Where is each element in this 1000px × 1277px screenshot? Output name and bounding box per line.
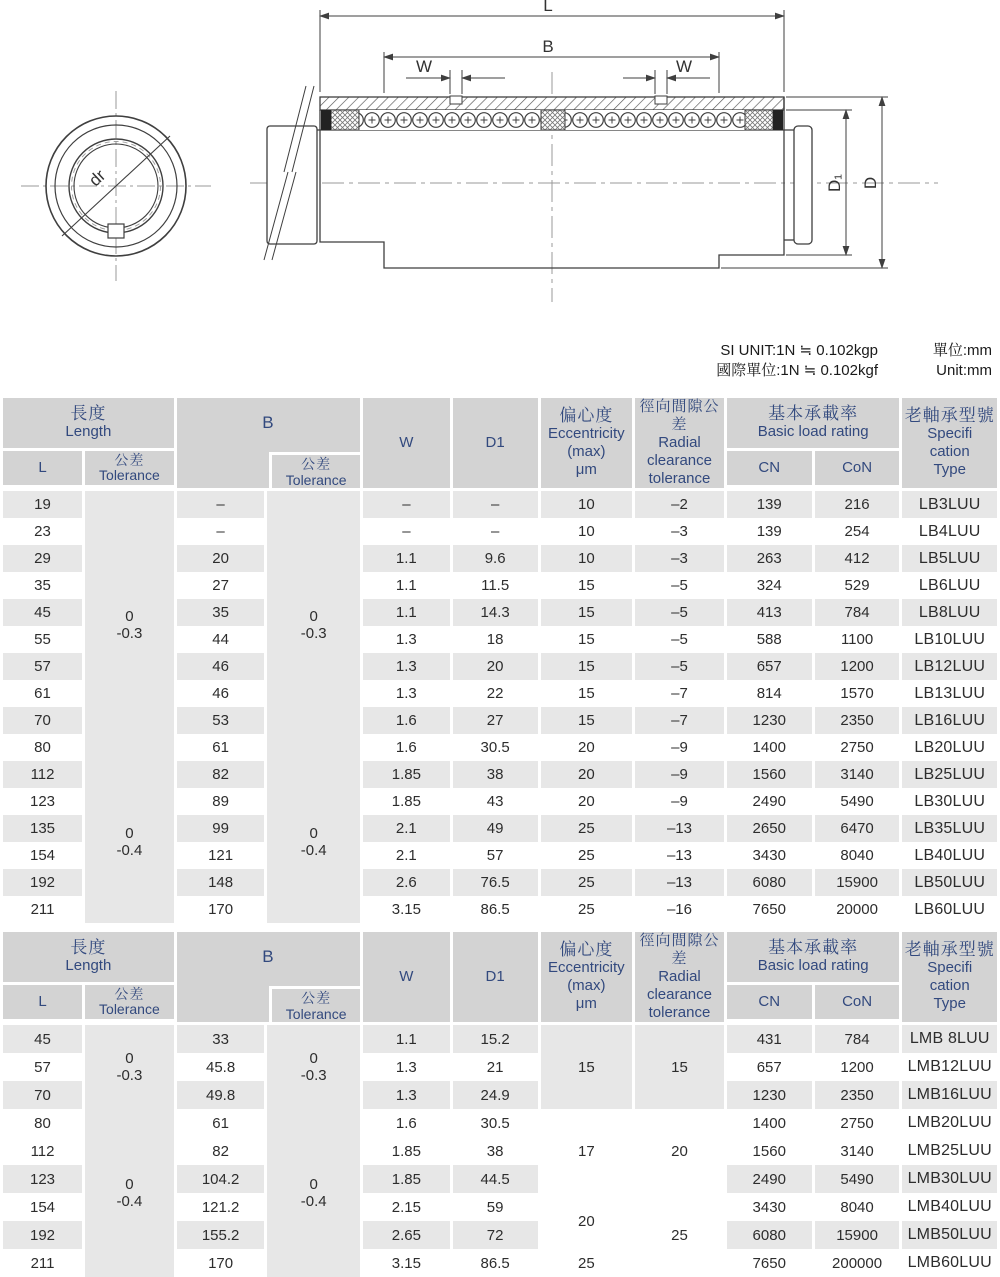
- table-cell: 1.3: [395, 631, 417, 648]
- table-cell: 10: [578, 550, 595, 567]
- table-cell: 784: [844, 604, 870, 621]
- table-cell: 49.8: [205, 1086, 236, 1104]
- col-d1-header: D1: [453, 932, 538, 1025]
- table-cell: 80: [34, 1114, 51, 1132]
- table-cell: 1.3: [395, 1086, 417, 1104]
- table-cell: 70: [34, 712, 51, 729]
- table-cell: 1.3: [395, 658, 417, 675]
- table-cell: 19: [34, 496, 51, 513]
- col-l-tolerance-header: 公差 Tolerance: [85, 451, 174, 491]
- table-cell: 59: [486, 1198, 504, 1216]
- table-cell: 1.6: [395, 712, 417, 729]
- table-cell: 7650: [752, 901, 786, 918]
- table-cell: LB16LUU: [914, 711, 986, 729]
- technical-drawing: [0, 0, 1000, 335]
- table-cell: 2490: [752, 1170, 786, 1188]
- table-cell: –: [490, 523, 500, 540]
- table-cell: 10: [578, 523, 595, 540]
- table-cell: 155.2: [201, 1226, 240, 1244]
- table-cell: –: [216, 523, 225, 540]
- table-cell: 2.6: [395, 874, 417, 891]
- outer-sleeve-section: [320, 97, 784, 110]
- table-cell: 43: [486, 793, 504, 810]
- lb-table-header: [3, 398, 997, 491]
- table-cell: 82: [212, 766, 229, 783]
- col-d1-header: D1: [453, 398, 538, 491]
- table-cell: LMB60LUU: [907, 1254, 992, 1271]
- table-row: [3, 1165, 997, 1193]
- table-cell: 17: [578, 1142, 595, 1160]
- table-cell: 20: [486, 658, 504, 675]
- col-cn-header: CN: [727, 451, 812, 491]
- col-eccentricity-header: 偏心度 Eccentricity (max) μm: [541, 932, 633, 1025]
- table-cell: 2.1: [395, 847, 417, 864]
- table-cell: LB12LUU: [914, 657, 986, 675]
- table-cell: 1200: [840, 658, 874, 675]
- b-label: B: [262, 413, 275, 432]
- col-load-rating-header: 基本承載率 Basic load rating: [727, 932, 900, 985]
- col-load-rating-header: 基本承載率 Basic load rating: [727, 398, 900, 451]
- table-cell: –9: [671, 793, 688, 810]
- table-cell: 121.2: [201, 1198, 240, 1216]
- table-cell: 15: [578, 1058, 595, 1076]
- table-cell: 20: [671, 1142, 688, 1160]
- table-cell: –7: [671, 712, 688, 729]
- table-cell: 123: [30, 1170, 56, 1188]
- table-cell: LB6LUU: [918, 576, 981, 594]
- table-cell: 35: [212, 604, 229, 621]
- col-cn-header: CN: [727, 985, 812, 1025]
- table-cell: 15: [578, 631, 595, 648]
- col-length-header: [3, 398, 174, 451]
- table-cell: LB30LUU: [914, 792, 986, 810]
- table-cell: 0 -0.3: [116, 1050, 143, 1084]
- table-cell: 20: [578, 766, 595, 783]
- table-cell: LMB12LUU: [907, 1058, 992, 1075]
- table-cell: 121: [208, 847, 234, 864]
- table-cell: 2350: [840, 712, 874, 729]
- table-cell: –: [490, 496, 500, 513]
- table-cell: 7650: [752, 1254, 786, 1272]
- table-cell: 25: [578, 1254, 595, 1272]
- dim-label-b: B: [542, 37, 554, 56]
- table-cell: 3140: [840, 1142, 874, 1160]
- table-cell: –: [402, 496, 411, 513]
- col-radial-clearance-header: 徑向間隙公差 Radial clearance tolerance: [635, 932, 724, 1025]
- col-w-header: W: [363, 398, 450, 491]
- table-cell: 2.65: [391, 1226, 421, 1244]
- table-cell: 8040: [840, 1198, 874, 1216]
- col-w-header: W: [363, 932, 450, 1025]
- table-cell: 6080: [752, 1226, 786, 1244]
- table-cell: 529: [844, 577, 870, 594]
- table-cell: 89: [212, 793, 229, 810]
- table-cell: 135: [30, 820, 56, 837]
- table-cell: 2650: [752, 820, 786, 837]
- table-cell: 46: [212, 685, 229, 702]
- table-cell: 6080: [752, 874, 786, 891]
- table-cell: 254: [844, 523, 870, 540]
- dim-label-d: D: [861, 176, 880, 190]
- table-cell: 1.85: [391, 793, 421, 810]
- table-cell: LB5LUU: [918, 549, 981, 567]
- circlip-groove-left: [450, 96, 462, 104]
- table-cell: 431: [756, 1030, 782, 1048]
- table-cell: 192: [30, 1226, 56, 1244]
- lmb-table-body: [3, 1025, 997, 1277]
- table-cell: 15: [578, 577, 595, 594]
- table-cell: 211: [30, 1254, 55, 1272]
- table-cell: 45: [34, 604, 51, 621]
- lmb-table: [0, 932, 1000, 1277]
- table-cell: 0 -0.4: [116, 825, 143, 859]
- lmb-table-header: [3, 932, 997, 1025]
- table-cell: 1230: [752, 1086, 786, 1104]
- table-cell: 80: [34, 739, 51, 756]
- table-cell: 70: [34, 1086, 51, 1104]
- table-cell: 45.8: [205, 1058, 236, 1076]
- dim-label-w-left: W: [415, 57, 433, 76]
- table-cell: 1570: [840, 685, 874, 702]
- front-view-drawing: [21, 91, 211, 281]
- circlip-groove-right: [655, 96, 667, 104]
- table-cell: LB4LUU: [918, 522, 981, 540]
- length-label-en: Length: [65, 423, 112, 441]
- table-cell: 61: [212, 1114, 229, 1132]
- table-cell: –9: [671, 739, 688, 756]
- table-cell: 657: [756, 1058, 782, 1076]
- col-l-header: L: [3, 985, 82, 1025]
- table-cell: 27: [486, 712, 504, 729]
- col-con-header: CoN: [815, 451, 900, 491]
- table-cell: 20: [212, 550, 229, 567]
- table-cell: 18: [486, 631, 504, 648]
- table-cell: 57: [34, 658, 51, 675]
- table-cell: –13: [666, 820, 692, 837]
- table-cell: 1.1: [395, 577, 417, 594]
- table-cell: 44.5: [480, 1170, 510, 1188]
- table-cell: 30.5: [480, 739, 510, 756]
- table-cell: –3: [671, 550, 688, 567]
- table-cell: 53: [212, 712, 229, 729]
- col-type-header: 老軸承型號 Specifi cation Type: [902, 398, 997, 491]
- table-cell: 3140: [840, 766, 874, 783]
- table-cell: LMB40LUU: [907, 1198, 992, 1215]
- table-cell: 15: [578, 604, 595, 621]
- table-cell: –3: [671, 523, 688, 540]
- table-cell: –2: [671, 496, 688, 513]
- table-cell: 413: [756, 604, 782, 621]
- seal-right: [773, 110, 783, 130]
- table-cell: 0 -0.3: [116, 608, 143, 642]
- col-l-header: L: [3, 451, 82, 491]
- table-cell: –: [402, 523, 411, 540]
- unit-note-line2: [716, 361, 992, 381]
- table-cell: 0 -0.4: [300, 825, 327, 859]
- table-cell: LB10LUU: [914, 630, 986, 648]
- table-cell: 10: [578, 496, 595, 513]
- table-cell: –9: [671, 766, 688, 783]
- table-cell: 9.6: [484, 550, 506, 567]
- table-cell: 148: [208, 874, 234, 891]
- lb-table-body: [3, 491, 997, 923]
- table-cell: 139: [756, 496, 782, 513]
- table-cell: 200000: [832, 1254, 883, 1272]
- table-cell: 38: [486, 766, 504, 783]
- table-cell: 57: [486, 847, 504, 864]
- table-cell: 20000: [836, 901, 878, 918]
- table-cell: LB50LUU: [914, 873, 986, 891]
- table-cell: LB8LUU: [918, 603, 981, 621]
- shaft-right-end: [794, 126, 812, 244]
- table-cell: –7: [671, 685, 688, 702]
- retainer-right: [745, 110, 773, 130]
- table-cell: 154: [30, 847, 56, 864]
- table-cell: 0 -0.4: [300, 1176, 327, 1210]
- table-cell: –5: [671, 631, 688, 648]
- table-cell: 25: [578, 901, 595, 918]
- seal-groove-notch: [108, 224, 124, 238]
- table-cell: 1.85: [391, 1170, 421, 1188]
- table-cell: 55: [34, 631, 51, 648]
- table-cell: 112: [30, 766, 55, 783]
- table-cell: LMB 8LUU: [909, 1030, 990, 1047]
- table-cell: 263: [756, 550, 782, 567]
- table-cell: 8040: [840, 847, 874, 864]
- col-radial-clearance-header: 徑向間隙公差 Radial clearance tolerance: [635, 398, 724, 491]
- table-cell: 2750: [840, 1114, 874, 1132]
- dim-label-l: L: [543, 0, 553, 15]
- retainer-middle: [541, 110, 565, 130]
- table-cell: 76.5: [480, 874, 510, 891]
- seal-left: [321, 110, 331, 130]
- table-cell: LB35LUU: [914, 819, 986, 837]
- lb-table: [0, 398, 1000, 923]
- table-cell: LMB20LUU: [907, 1114, 992, 1131]
- intl-unit-mm: Unit:mm: [936, 362, 992, 379]
- table-cell: 99: [212, 820, 229, 837]
- table-row: [3, 491, 997, 518]
- col-con-header: CoN: [815, 985, 900, 1025]
- col-type-header: 老軸承型號 Specifi cation Type: [902, 932, 997, 1025]
- table-cell: 1.85: [391, 1142, 421, 1160]
- intl-unit-label: 國際單位:1N ≒ 0.102kgf: [716, 362, 878, 379]
- table-cell: 15900: [836, 1226, 878, 1244]
- table-cell: 784: [844, 1030, 870, 1048]
- table-cell: –13: [666, 847, 692, 864]
- table-cell: 15: [578, 685, 595, 702]
- length-label-cn: 長度: [70, 404, 107, 424]
- table-cell: 15: [671, 1058, 688, 1076]
- table-cell: 46: [212, 658, 229, 675]
- unit-note-line1: [716, 341, 992, 361]
- b-tolerance-subheader: 公差 Tolerance: [269, 986, 360, 1022]
- table-cell: 3430: [752, 847, 786, 864]
- table-cell: 3430: [752, 1198, 786, 1216]
- table-cell: 123: [30, 793, 56, 810]
- table-cell: 61: [34, 685, 51, 702]
- table-cell: 3.15: [391, 1254, 421, 1272]
- table-cell: 15: [578, 658, 595, 675]
- table-row: [3, 1025, 997, 1053]
- table-cell: 25: [578, 847, 595, 864]
- table-cell: 1.3: [395, 1058, 417, 1076]
- table-cell: LB3LUU: [918, 495, 981, 513]
- table-cell: 6470: [840, 820, 874, 837]
- table-cell: LMB25LUU: [907, 1142, 992, 1159]
- table-cell: LMB16LUU: [907, 1086, 992, 1103]
- table-cell: 1.1: [395, 550, 417, 567]
- table-cell: 1400: [752, 739, 786, 756]
- table-cell: 22: [486, 685, 504, 702]
- table-cell: 57: [34, 1058, 51, 1076]
- table-cell: 139: [756, 523, 782, 540]
- table-cell: 192: [30, 874, 56, 891]
- table-cell: 112: [30, 1142, 55, 1160]
- table-cell: 814: [756, 685, 782, 702]
- table-cell: 20: [578, 739, 595, 756]
- dim-label-d1: D₁: [825, 173, 844, 193]
- table-cell: 15900: [836, 874, 878, 891]
- table-cell: 2490: [752, 793, 786, 810]
- table-cell: 11.5: [481, 577, 510, 594]
- table-cell: 588: [756, 631, 782, 648]
- col-l-tolerance-header: 公差 Tolerance: [85, 985, 174, 1025]
- table-cell: 25: [671, 1226, 688, 1244]
- table-cell: 1230: [752, 712, 786, 729]
- table-cell: 72: [486, 1226, 504, 1244]
- table-cell: –5: [671, 658, 688, 675]
- table-cell: –: [216, 496, 225, 513]
- table-cell: 25: [578, 874, 595, 891]
- table-cell: 2.15: [391, 1198, 421, 1216]
- table-cell: –16: [666, 901, 692, 918]
- table-cell: LB25LUU: [914, 765, 986, 783]
- table-cell: 1560: [752, 766, 786, 783]
- table-cell: 44: [212, 631, 229, 648]
- table-cell: LB60LUU: [914, 900, 986, 918]
- table-cell: 657: [756, 658, 782, 675]
- table-cell: 2750: [840, 739, 874, 756]
- table-cell: LMB30LUU: [907, 1170, 992, 1187]
- si-unit-mm: 單位:mm: [932, 342, 992, 359]
- table-cell: 0 -0.3: [300, 1050, 327, 1084]
- table-cell: 15: [578, 712, 595, 729]
- table-cell: 14.3: [480, 604, 510, 621]
- table-cell: 324: [756, 577, 782, 594]
- table-cell: 24.9: [480, 1086, 510, 1104]
- table-cell: 35: [34, 577, 51, 594]
- table-cell: 86.5: [480, 1254, 510, 1272]
- table-cell: 1400: [752, 1114, 786, 1132]
- table-cell: 170: [208, 901, 234, 918]
- table-cell: LB20LUU: [914, 738, 986, 756]
- table-cell: 1.6: [395, 1114, 417, 1132]
- table-cell: 104.2: [201, 1170, 240, 1188]
- table-cell: 15.2: [480, 1030, 510, 1048]
- table-cell: 21: [486, 1058, 504, 1076]
- col-length-header: 長度 Length: [3, 932, 174, 985]
- unit-note: [716, 341, 992, 381]
- table-cell: 412: [844, 550, 870, 567]
- table-cell: 82: [212, 1142, 229, 1160]
- table-cell: 1.85: [391, 766, 421, 783]
- table-row: [3, 815, 997, 842]
- table-cell: 38: [486, 1142, 504, 1160]
- table-cell: 33: [212, 1030, 229, 1048]
- table-cell: 61: [212, 739, 229, 756]
- table-cell: 154: [30, 1198, 56, 1216]
- table-cell: LMB50LUU: [907, 1226, 992, 1243]
- retainer-left: [331, 110, 359, 130]
- table-cell: LB13LUU: [914, 684, 986, 702]
- table-cell: 23: [34, 523, 51, 540]
- b-tolerance-subheader: 公差 Tolerance: [269, 452, 360, 488]
- table-cell: 0 -0.3: [300, 608, 327, 642]
- table-cell: 1.6: [395, 739, 417, 756]
- table-cell: 1.3: [395, 685, 417, 702]
- dim-label-w-right: W: [675, 57, 693, 76]
- table-cell: 20: [578, 793, 595, 810]
- table-cell: 216: [844, 496, 870, 513]
- table-cell: 5490: [840, 793, 874, 810]
- table-cell: 1.1: [395, 1030, 417, 1048]
- col-b-header: [177, 398, 360, 491]
- table-cell: 1.1: [395, 604, 417, 621]
- table-cell: 29: [34, 550, 51, 567]
- table-cell: 3.15: [391, 901, 421, 918]
- table-cell: 86.5: [480, 901, 510, 918]
- table-cell: 2350: [840, 1086, 874, 1104]
- table-cell: 5490: [840, 1170, 874, 1188]
- col-b-header: B 公差 Tolerance: [177, 932, 360, 1025]
- table-cell: 170: [208, 1254, 234, 1272]
- table-cell: –13: [666, 874, 692, 891]
- table-cell: 45: [34, 1030, 51, 1048]
- table-cell: –5: [671, 577, 688, 594]
- table-cell: 0 -0.4: [116, 1176, 143, 1210]
- si-unit-label: SI UNIT:1N ≒ 0.102kgp: [720, 342, 878, 359]
- table-cell: 25: [578, 820, 595, 837]
- col-eccentricity-header: 偏心度 Eccentricity (max) μm: [541, 398, 633, 491]
- table-cell: 49: [486, 820, 504, 837]
- table-cell: 20: [578, 1212, 595, 1230]
- dim-label-dr: dr: [85, 165, 110, 191]
- table-cell: –5: [671, 604, 688, 621]
- table-cell: 1560: [752, 1142, 786, 1160]
- table-cell: 2.1: [395, 820, 417, 837]
- table-cell: 211: [30, 901, 55, 918]
- table-cell: 1200: [840, 1058, 874, 1076]
- table-cell: 30.5: [480, 1114, 510, 1132]
- table-cell: LB40LUU: [914, 846, 986, 864]
- table-cell: 1100: [840, 631, 874, 648]
- table-cell: 27: [212, 577, 229, 594]
